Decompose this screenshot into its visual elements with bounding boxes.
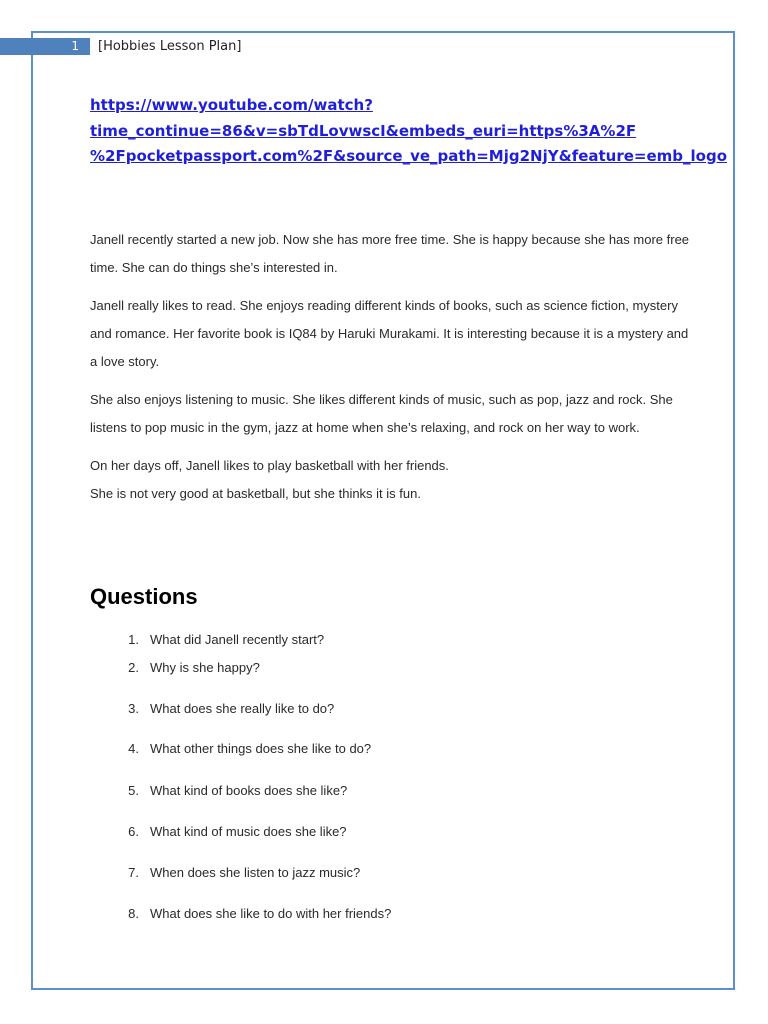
- question-text: What kind of music does she like?: [150, 824, 347, 839]
- question-text: What other things does she like to do?: [150, 741, 372, 756]
- paragraph-new-job: Janell recently started a new job. Now she has more free time. She is happy because she has more free time. She can do things she’s interested in.: [90, 232, 690, 275]
- question-number: 7.: [128, 865, 139, 880]
- paragraph-music: She also enjoys listening to music. She likes different kinds of music, such as pop, jazz and rock. She listens to pop music in the gym, jazz at home when she’s relaxing, and rock on her way to work.: [90, 392, 673, 435]
- question-number: 1.: [128, 632, 139, 647]
- question-text: What does she like to do with her friends?: [150, 906, 392, 921]
- link-line[interactable]: %2Fpocketpassport.com%2F&source_ve_path=Mjg2NjY&feature=emb_logo: [90, 147, 728, 165]
- question-number: 6.: [128, 824, 139, 839]
- question-text: What did Janell recently start?: [150, 632, 325, 647]
- link-line[interactable]: time_continue=86&v=sbTdLovwscI&embeds_euri=https%3A%2F: [90, 121, 637, 140]
- questions-heading: Questions: [90, 584, 198, 609]
- paragraph-basketball-fun: She is not very good at basketball, but she thinks it is fun.: [90, 486, 421, 501]
- question-text: What kind of books does she like?: [150, 783, 348, 798]
- question-text: What does she really like to do?: [150, 701, 335, 716]
- question-text: Why is she happy?: [150, 660, 260, 675]
- story-text: [90, 226, 690, 508]
- question-number: 3.: [128, 701, 139, 716]
- question-text: When does she listen to jazz music?: [150, 865, 361, 880]
- header-title: [Hobbies Lesson Plan]: [98, 39, 242, 54]
- paragraph-reading: Janell really likes to read. She enjoys reading different kinds of books, such as science fiction, mystery and romance. Her favorite book is IQ84 by Haruki Murakami. It is interesting because it is a mystery and a love story.: [90, 298, 689, 369]
- youtube-link[interactable]: [90, 93, 728, 170]
- page-number: 1: [0, 38, 90, 55]
- question-number: 2.: [128, 660, 139, 675]
- question-number: 5.: [128, 783, 139, 798]
- link-line[interactable]: https://www.youtube.com/watch?: [90, 96, 373, 114]
- page-border: [31, 31, 735, 990]
- question-number: 4.: [128, 741, 139, 756]
- paragraph-basketball: On her days off, Janell likes to play basketball with her friends.: [90, 458, 449, 473]
- question-number: 8.: [128, 906, 139, 921]
